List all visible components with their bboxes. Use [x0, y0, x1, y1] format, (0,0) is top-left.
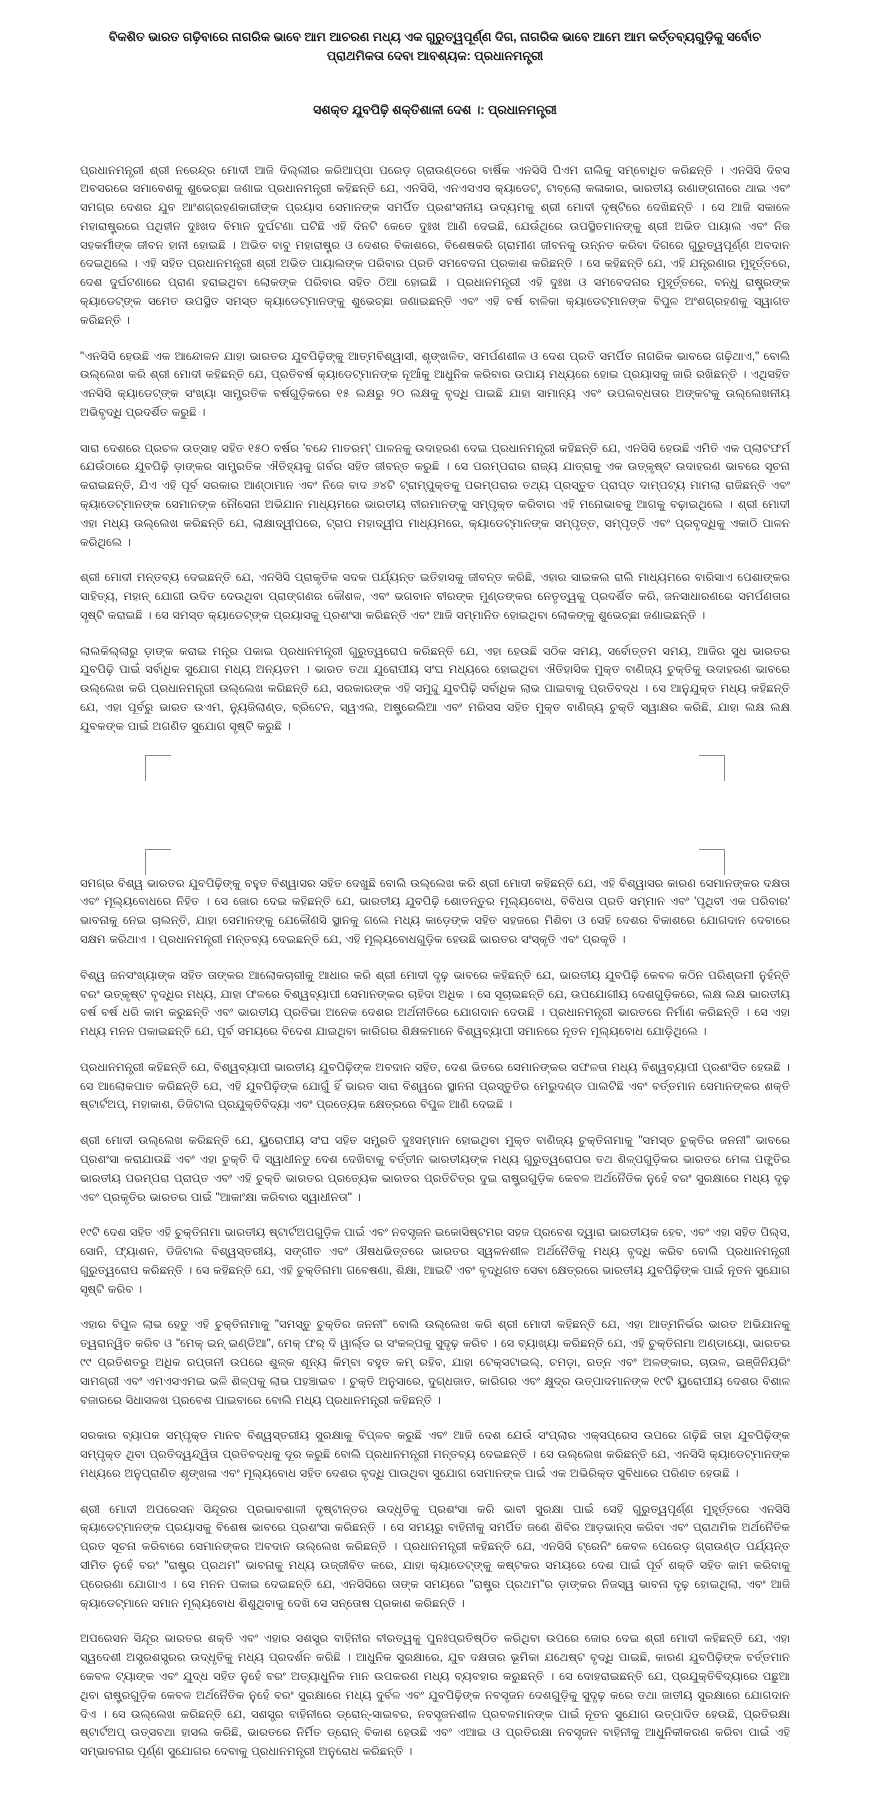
- page-break-crop-marks: [0, 755, 870, 875]
- paragraph: ଲାଲକିଲ୍ଲାରୁ ଡ଼ାଙ୍କ କରାଇ ମନ୍ତ୍ର ପକାଇ ପ୍ରଧାନମନ୍ତ୍ରୀ ଗୁରୁତ୍ୱରୋପ କରିଛନ୍ତି ଯେ, ଏହା ହେଉଛି ସଠିକ ସମୟ, ସର୍ବୋତ୍ତମ ସମୟ, ଆଜିର ସୁଧ ଭାରତର ଯୁବପିଢ଼ି ପାଇଁ ସର୍ବାଧିକ ସୁଯୋଗ ମଧ୍ୟ ଅନ୍ୟତମ । ଭାରତ ତଥା ଯୁରୋପୀୟ ସଂଘ ମଧ୍ୟରେ ହୋଇଥିବା ଐତିହାସିକ ମୁକ୍ତ ବାଣିଜ୍ୟ ଚୁକ୍ତିକୁ ଉଦାହରଣ ଭାବରେ ଉଲ୍ଲେଖ କରି ପ୍ରଧାନମନ୍ତ୍ରୀ ଉଲ୍ଲେଖ କରିଛନ୍ତି ଯେ, ସରକାରଙ୍କ ଏହି ସମୁଦ୍ଦୁ ଯୁବପିଢ଼ି ସର୍ବାଧିକ ଲାଭ ପାଇବାକୁ ପ୍ରତିବଦ୍ଧ । ସେ ଆନୁଯୁକ୍ତ ମଧ୍ୟ କହିଛନ୍ତି ଯେ, ଏହା ପୂର୍ବରୁ ଭାରତ ଉଏମ, ନ୍ୟୁଜିଲାଣ୍ଡ, ବ୍ରିଟେନ, ସ୍ୱଏଲ, ଅଷ୍ଟ୍ରେଲିଆ ଏବଂ ମରିସସ ସହିତ ମୁକ୍ତ ବାଣିଜ୍ୟ ଚୁକ୍ତି ସ୍ୱାକ୍ଷର କରିଛି, ଯାହା ଲକ୍ଷ ଲକ୍ଷ ଯୁବକଙ୍କ ପାଇଁ ଅଗଣିତ ସୁଯୋଗ ସୃଷ୍ଟି କରୁଛି ।: [80, 644, 790, 733]
- crop-mark-bottom-left: [120, 849, 146, 875]
- crop-mark-top-right: [724, 755, 750, 781]
- paragraph: ସମଗ୍ର ବିଶ୍ୱ ଭାରତର ଯୁବପିଢ଼ିଙ୍କୁ ବହୁତ ବିଶ୍ୱାସର ସହିତ ଦେଖୁଛି ବୋଲି ଉଲ୍ଲେଖ କରି ଶ୍ରୀ ମୋଦୀ କହିଛନ୍ତି ଯେ, ଏହି ବିଶ୍ୱାସର କାରଣ ସେମାନଙ୍କର ଦକ୍ଷତା ଏବଂ ମୂଲ୍ୟବୋଧରେ ନିହିତ । ସେ ଜୋର ଦେଇ କହିଛନ୍ତି ଯେ, ଭାରତୀୟ ଯୁବପିଢ଼ି ଶୋତନ୍ତୁର ମୂଲ୍ୟବୋଧ, ବିବିଧତା ପ୍ରତି ସମ୍ମାନ ଏବଂ 'ପୃଥିବୀ ଏକ ପରିବାର' ଭାବନାକୁ ନେଇ ଚାଲନ୍ତି, ଯାହା ସେମାନଙ୍କୁ ଯେକୌଣସି ସ୍ଥାନକୁ ଗଲେ ମଧ୍ୟ କାଡ଼େଙ୍କ ସହିତ ସହଜରେ ମିଶିବା ଓ ସେହି ଦେଶର ବିକାଶରେ ଯୋଗଦାନ ଦେବାରେ ସକ୍ଷମ କରିଥାଏ । ପ୍ରଧାନମନ୍ତ୍ରୀ ମନ୍ତବ୍ୟ ଦେଇଛନ୍ତି ଯେ, ଏହି ମୂଲ୍ୟବୋଧଗୁଡ଼ିକ ହେଉଛି ଭାରତର ସଂସ୍କୃତି ଏବଂ ପ୍ରକୃତି ।: [80, 876, 790, 946]
- paragraph: ବିଶ୍ୱ ଜନସଂଖ୍ୟାଙ୍କ ସହିତ ତାଙ୍କର ଆଲୋକଚାରୀକୁ ଆଧାର କରି ଶ୍ରୀ ମୋଦୀ ଦୃଢ଼ ଭାବରେ କହିଛନ୍ତି ଯେ, ଭାରତୀୟ ଯୁବପିଢ଼ି କେବଳ କଠିନ ପରିଶ୍ରମୀ ନୁହଁନ୍ତି ବରଂ ଉତ୍କୃଷ୍ଟ ବୃଦ୍ଧିର ମଧ୍ୟ, ଯାହା ଫଳରେ ବିଶ୍ୱବ୍ୟାପୀ ସେମାନଙ୍କର ଚାହିଦା ଅଧିକ । ସେ ସୂଚାଇଛନ୍ତି ଯେ, ଉପଯୋଗୀୟ ଦେଶଗୁଡ଼ିକରେ, ଲକ୍ଷ ଲକ୍ଷ ଭାରତୀୟ ବର୍ଷ ବର୍ଷ ଧରି କାମ କରୁଛନ୍ତି ଏବଂ ଭାରତୀୟ ପ୍ରତିଭା ଅନେକ ଦେଶର ଅର୍ଥନୀତିରେ ଯୋଗଦାନ ଦେଉଛି । ପ୍ରଧାନମନ୍ତ୍ରୀ ଭାରତରେ ନିର୍ମାଣ କରିଛନ୍ତି । ସେ ଏହା ମଧ୍ୟ ମନନ ପକାଇଛନ୍ତି ଯେ, ପୂର୍ବ ସମୟରେ ବିଦେଶ ଯାଇଥିବା କାରିଗର ଶିକ୍ଷକମାନେ ବିଶ୍ୱବ୍ୟାପୀ ସମାନରେ ନୂତନ ମୂଲ୍ୟବୋଧ ଯୋଡ଼ିଥିଲେ ।: [80, 968, 790, 1039]
- paragraph: ୧୯ଟି ଦେଶ ସହିତ ଏହି ଚୁକ୍ତିନାମା ଭାରତୀୟ ଷ୍ଟାର୍ଟଅପଗୁଡ଼ିକ ପାଇଁ ଏବଂ ନବସୃଜନ ଇକୋସିଷ୍ଟମର ସହଜ ପ୍ରବେଶ ଦ୍ୱାରା ଭାରତୀୟକ ହେବ, ଏବଂ ଏହା ସହିତ ପିଲ୍ସ, ସୋନି, ଫ୍ୟାଶନ, ଡିଜିଟାଲ ବିଶ୍ୱସ୍ତରୀୟ, ସଙ୍ଗୀତ ଏବଂ ଔଷଧଭିତ୍ତରେ ଭାରତର ସ୍ୱଳନଶୀଳ ଅର୍ଥନୈତିକୁ ମଧ୍ୟ ବୃଦ୍ଧି କରିବ ବୋଲି ପ୍ରଧାନମନ୍ତ୍ରୀ ଗୁରୁତ୍ୱରୋପ କରିଛନ୍ତି । ସେ କହିଛନ୍ତି ଯେ, ଏହି ଚୁକ୍ତିନାମା ଗବେଷଣା, ଶିକ୍ଷା, ଆଇଟି ଏବଂ ବୃଦ୍ଧିଗତ ସେବା କ୍ଷେତ୍ରରେ ଭାରତୀୟ ଯୁବପିଢ଼ିଙ୍କ ପାଇଁ ନୂତନ ସୁଯୋଗ ସୃଷ୍ଟି କରିବ ।: [80, 1226, 790, 1296]
- section-two: [80, 875, 790, 1762]
- paragraph: ଏହାର ବିପୁଳ ଲାଭ ହେତୁ ଏହି ଚୁକ୍ତିନାମାକୁ "ସମସ୍ତୁ ଚୁକ୍ତିର ଜନନୀ" ବୋଲି ଉଲ୍ଲେଖ କରି ଶ୍ରୀ ମୋଦୀ କହିଛନ୍ତି ଯେ, ଏହା ଆତ୍ମନିର୍ଭର ଭାରତ ଅଭିଯାନକୁ ତ୍ୱରାନ୍ୱିତ କରିବ ଓ "ମେକ୍ ଇନ୍ ଇଣ୍ଡିଆ", ମେକ୍ ଫର୍ ଦି ୱାର୍ଲ୍ଡ ର ସଂକଳ୍ପକୁ ସୁଦୃଢ଼ କରିବ । ସେ ବ୍ୟାଖ୍ୟା କରିଛନ୍ତି ଯେ, ଏହି ଚୁକ୍ତିନାମା ଅଣ୍ଡାୟୋ, ଭାରତର ୯୯ ପ୍ରତିଶତରୁ ଅଧିକ ରପ୍ତାନୀ ଉପରେ ଶୁଳ୍କ ଶୂନ୍ୟ କିମ୍ବା ବହୁତ କମ୍ ରହିବ, ଯାହା ଟେକ୍ସଟାଇଲ୍, ଚମଡ଼ା, ରତ୍ନ ଏବଂ ଅଳଙ୍କାର, ଚାଉଳ, ଇଞ୍ଜିନିୟରିଂ ସାମଗ୍ରୀ ଏବଂ ଏମଏସଏମଇ ଭଳି ଶିଳ୍ପକୁ ଲାଭ ପହଞ୍ଚାଇବ । ଚୁକ୍ତି ଅନୁସାରେ, ଦୁଗ୍ଧଜାତ, କାରିଗର ଏବଂ କ୍ଷୁଦ୍ର ଉତ୍ପାଦମାନଙ୍କ ୧୯ଟି ୟୁରୋପୀୟ ଦେଶର ବିଶାଳ ବଜାରରେ ସିଧାସଳଖ ପ୍ରବେଶ ପାଇବାରେ ବୋଲି ମଧ୍ୟ ପ୍ରଧାନମନ୍ତ୍ରୀ କହିଛନ୍ତି ।: [80, 1318, 790, 1407]
- crop-mark-bottom-right: [724, 849, 750, 875]
- paragraph: ପ୍ରଧାନମନ୍ତ୍ରୀ କହିଛନ୍ତି ଯେ, ବିଶ୍ୱବ୍ୟାପୀ ଭାରତୀୟ ଯୁବପିଢ଼ିଙ୍କ ଅବଦାନ ସହିତ, ଦେଶ ଭିତରେ ସେମାନଙ୍କର ସଫଳତା ମଧ୍ୟ ବିଶ୍ୱବ୍ୟାପୀ ପ୍ରଶଂସିତ ହେଉଛି । ସେ ଆଲୋକପାତ କରିଛନ୍ତି ଯେ, ଏହି ଯୁବପିଢ଼ିଙ୍କ ଯୋଗୁଁ ହିଁ ଭାରତ ସାରା ବିଶ୍ୱରେ ସ୍ଥାନନା ପ୍ରସ୍ତୁତିର ମେରୁଦଣ୍ଡ ପାଲଟିଛି ଏବଂ ବର୍ତ୍ତମାନ ସେମାନଙ୍କର ଶକ୍ତି ଷ୍ଟାର୍ଟଅପ୍, ମହାକାଶ, ଡିଜିଟାଲ ପ୍ରଯୁକ୍ତିବିଦ୍ୟା ଏବଂ ପ୍ରତ୍ୟେକ କ୍ଷେତ୍ରରେ ବିପୁଳ ଆଣି ଦେଇଛି ।: [80, 1060, 790, 1112]
- paragraph: ଶ୍ରୀ ମୋଦୀ ଅପରେସନ ସିନ୍ଦୂରର ପ୍ରଭାବଶାଳୀ ଦୃଷ୍ଟାନ୍ତର ଉଦ୍ଧୃତିକୁ ପ୍ରଶଂସା କରି ଭାବୀ ସୁରକ୍ଷା ପାଇଁ ସେହି ଗୁରୁତ୍ୱପୂର୍ଣ୍ଣ ମୁହୂର୍ତ୍ତରେ ଏନସିସି କ୍ୟାଡେଟ୍ମାନଙ୍କ ପ୍ରୟାସକୁ ବିଶେଷ ଭାବରେ ପ୍ରଶଂସା କରିଛନ୍ତି । ସେ ସମୟରୁ ବାହିନୀକୁ ସମର୍ପିତ ଜଣେ ଶିବିର ଆଡ଼ଭାନ୍ସ କରିବା ଏବଂ ପ୍ରାଥମିକ ଅର୍ଥନୈତିକ ପ୍ରତ ସୂଚନା କରିବାରେ ସେମାନଙ୍କର ଅବଦାନ ଉଲ୍ଲେଖ କରିଛନ୍ତି । ପ୍ରଧାନମନ୍ତ୍ରୀ କହିଛନ୍ତି ଯେ, ଏନସିସି ଟ୍ରେନିଂ କେବଳ ପେରେଡ଼ ଗ୍ରାଉଣ୍ଡ ପର୍ଯ୍ୟନ୍ତ ସୀମିତ ନୁହେଁ ବରଂ "ରାଷ୍ଟ୍ର ପ୍ରଥମ" ଭାବନାକୁ ମଧ୍ୟ ଉଜ୍ଜୀବିତ କରେ, ଯାହା କ୍ୟାଡେଟ୍ଙ୍କୁ କଷ୍ଟକର ସମୟରେ ଦେଶ ପାଇଁ ପୂର୍ବ ଶକ୍ତି ସହିତ କାମ କରିବାକୁ ପ୍ରେରଣା ଯୋଗାଏ । ସେ ମନନ ପକାଇ ଦେଇଛନ୍ତି ଯେ, ଏନସିସିରେ ତାଙ୍କ ସମୟରେ "ରାଷ୍ଟ୍ର ପ୍ରଥମ"ର ଡ଼ାଙ୍କର ନିଜସ୍ୱ ଭାବନା ଦୃଢ଼ ହୋଇଥିଲା, ଏବଂ ଆଜି କ୍ୟାଡେଟ୍ମାନେ ସମାନ ମୂଲ୍ୟବୋଧ ଶିଶୁଥିବାକୁ ଦେଖି ସେ ସନ୍ତୋଷ ପ୍ରକାଶ କରିଛନ୍ତି ।: [80, 1502, 790, 1610]
- document-content: [80, 22, 790, 737]
- crop-mark-top-left: [120, 755, 146, 781]
- paragraph: ଅପରେସନ ସିନ୍ଦୂର ଭାରତର ଶକ୍ତି ଏବଂ ଏହାର ସଶସ୍ତ୍ର ବାହିନୀର ବୀରତ୍ୱକୁ ପୁନଃପ୍ରତିଷ୍ଠିତ କରିଥିବା ଉପରେ ଜୋର ଦେଇ ଶ୍ରୀ ମୋଦୀ କହିଛନ୍ତି ଯେ, ଏହା ସ୍ୱଦେଶୀ ଅସ୍ତ୍ରଶସ୍ତ୍ରର ଉଦ୍ଧୃତିକୁ ମଧ୍ୟ ପ୍ରଦର୍ଶନ କରିଛି । ଆଧୁନିକ ସୁରକ୍ଷାରେ, ଯୁବ ଦକ୍ଷତାର ଭୂମିକା ଯଥେଷ୍ଟ ବୃଦ୍ଧି ପାଇଛି, କାରଣ ଯୁବପିଢ଼ିଙ୍କ ବର୍ତ୍ତମାନ କେବଳ ଟ୍ୟାଙ୍କ ଏବଂ ଯୁଦ୍ଧ ସହିତ ନୁହେଁ ବରଂ ଅତ୍ୟାଧୁନିକ ମାନ ଉପକରଣ ମଧ୍ୟ ବ୍ୟବହାର କରୁଛନ୍ତି । ସେ ଦୋହରାଇଛନ୍ତି ଯେ, ପ୍ରଯୁକ୍ତିବିଦ୍ୟାରେ ପଛୁଆ ଥିବା ରାଷ୍ଟ୍ରଗୁଡ଼ିକ କେବଳ ଅର୍ଥନୈତିକ ନୁହେଁ ବରଂ ସୁରକ୍ଷାରେ ମଧ୍ୟ ଦୁର୍ବଳ ଏବଂ ଯୁବପିଢ଼ିଙ୍କ ନବସୃଜନ ଦେଶଗୁଡ଼ିକୁ ସୁଦୃଢ଼ କରେ ତଥା ଜାତୀୟ ସୁରକ୍ଷାରେ ଯୋଗଦାନ ଦିଏ । ସେ ଉଲ୍ଲେଖ କରିଛନ୍ତି ଯେ, ସଶସ୍ତ୍ର ବାହିନୀରେ ଡ୍ରୋନ୍-ସାଇବର, ନବସୃଜନଶୀଳ ପ୍ରବଳମାନଙ୍କ ପାଇଁ ନୂତନ ସୁଯୋଗ ଉତ୍ପାଦିତ ହେଉଛି, ପ୍ରତିରକ୍ଷା ଷ୍ଟାର୍ଟଅପ୍ ଉତ୍ସବଥା ହାସଲ କରିଛି, ଭାରତରେ ନିର୍ମିତ ଡ୍ରୋନ୍ ବିକାଶ ହେଉଛି ଏବଂ ଏଆଇ ଓ ପ୍ରତିରକ୍ଷା ନବସୃଜନ ବାହିନୀକୁ ଆଧୁନିକୀକରଣ କରିବା ପାଇଁ ଏହି ସମ୍ଭାବନାର ପୂର୍ଣ୍ଣ ସୁଯୋଗର ଦେବାକୁ ପ୍ରଧାନମନ୍ତ୍ରୀ ଅନୁରୋଧ କରିଛନ୍ତି ।: [80, 1632, 790, 1759]
- paragraph: "ଏନସିସି ହେଉଛି ଏକ ଆନ୍ଦୋଳନ ଯାହା ଭାରତର ଯୁବପିଢ଼ିଙ୍କୁ ଆତ୍ମବିଶ୍ୱାସୀ, ଶୃଙ୍ଖଳିତ, ସମର୍ପଣଶୀଳ ଓ ଦେଶ ପ୍ରତି ସମର୍ପିତ ନାଗରିକ ଭାବରେ ଗଢ଼ିଥାଏ," ବୋଲି ଉଲ୍ଲେଖ କରି ଶ୍ରୀ ମୋଦୀ କହିଛନ୍ତି ଯେ, ପ୍ରତିବର୍ଷ କ୍ୟାଡେଟ୍ମାନଙ୍କ ନୂଆଁକୁ ଆଧୁନିକ କରିବାର ଉପାୟ ମଧ୍ୟରେ ହୋଇ ପ୍ରୟାସକୁ ଜାରି ରଖିଛନ୍ତି । ଏଥିସହିତ ଏନସିସି କ୍ୟାଡେଟ୍ଙ୍କ ସଂଖ୍ୟା ସାମ୍ପ୍ରତିକ ବର୍ଷଗୁଡ଼ିକରେ ୧୫ ଲକ୍ଷରୁ ୨୦ ଲକ୍ଷକୁ ବୃଦ୍ଧି ପାଇଛି ଯାହା ସାମାନ୍ୟ ଏବଂ ଉପଲବ୍ଧତାର ଅଙ୍କଟକୁ ଉଲ୍ଲେଖନୀୟ ଅଭିବୃଦ୍ଧି ପ୍ରଦର୍ଶିତ କରୁଛି ।: [80, 349, 790, 419]
- paragraph: ଶ୍ରୀ ମୋଦୀ ମନ୍ତବ୍ୟ ଦେଇଛନ୍ତି ଯେ, ଏନସିସି ପ୍ରାକୃତିକ ସଦକ ପର୍ଯ୍ୟନ୍ତ ଇତିହାସକୁ ଜୀବନ୍ତ କରିଛି, ଏହାର ସାଇକଲ ରାଲି ମାଧ୍ୟମରେ ବାରିସାଏ ପେଶାଙ୍କର ସାହିତ୍ୟ, ମହାନ୍ ଯୋଗୀ ଉଦିତ ଦେଉଥିବା ପ୍ରାଙ୍ଗଣର କୌଶଳ, ଏବଂ ଭଗବାନ ବୀରଙ୍କ ମୁଣ୍ଡଙ୍କର ନେତୃତ୍ୱକୁ ପ୍ରଦର୍ଶିତ କରି, ଜନସାଧାରଣରେ ସମର୍ପଣତାର ସୃଷ୍ଟି କରାଇଛି । ସେ ସମସ୍ତ କ୍ୟାଡେଟ୍ଙ୍କ ପ୍ରୟାସକୁ ପ୍ରଶଂସା କରିଛନ୍ତି ଏବଂ ଆଜି ସମ୍ମାନିତ ହୋଇଥିବା ଲୋକଙ୍କୁ ଶୁଭେଚ୍ଛା ଜଣାଇଛନ୍ତି ।: [80, 571, 790, 622]
- section-one: [80, 162, 790, 737]
- page-subtitle: ସଶକ୍ତ ଯୁବପିଢ଼ି ଶକ୍ତିଶାଳୀ ଦେଶ ।: ପ୍ରଧାନମନ୍ତ୍ରୀ: [313, 102, 557, 117]
- paragraph: ସରକାର ବ୍ୟାପକ ସମ୍ପୃକ୍ତ ମାନବ ବିଶ୍ୱସ୍ତରୀୟ ସୁରକ୍ଷାକୁ ବିପ୍ଳବ କରୁଛି ଏବଂ ଆଜି ଦେଶ ଯେଉଁ ସଂପ୍ଲାର ଏକ୍ସପ୍ରେସ ଉପରେ ଗଢ଼ିଛି ତାହା ଯୁବପିଢ଼ିଙ୍କ ସମ୍ପୃକ୍ତ ଥିବା ପ୍ରତିଦ୍ୱନ୍ଦ୍ୱିତା ପ୍ରତିବଦ୍ଧକୁ ଦୂର କରୁଛି ବୋଲି ପ୍ରଧାନମନ୍ତ୍ରୀ ମନ୍ତବ୍ୟ ଦେଇଛନ୍ତି । ସେ ଉଲ୍ଲେଖ କରିଛନ୍ତି ଯେ, ଏନସିସି କ୍ୟାଡେଟ୍ମାନଙ୍କ ମଧ୍ୟରେ ଅନୁପ୍ରାଣିତ ଶୃଙ୍ଖଳା ଏବଂ ମୂଲ୍ୟବୋଧ ସହିତ ଦେଶର ବୃଦ୍ଧି ପାଉଥିବା ସୁଯୋଗ ସେମାନଙ୍କ ପାଇଁ ଏକ ଅଭିରିକ୍ତ ସୁବିଧାରେ ପରିଣତ ହେଉଛି ।: [80, 1429, 790, 1480]
- paragraph: ପ୍ରଧାନମନ୍ତ୍ରୀ ଶ୍ରୀ ନରେନ୍ଦ୍ର ମୋଦୀ ଆଜି ଦିଲ୍ଲୀର କରିଆପ୍ପା ପରେଡ଼ ଗ୍ରାଉଣ୍ଡରେ ବାର୍ଷିକ ଏନସିସି ପିଏମ ରାଲିକୁ ସମ୍ବୋଧିତ କରିଛନ୍ତି । ଏନସିସି ଦିବସ ଅବସରରେ ସମାବେଶକୁ ଶୁଭେଚ୍ଛା ଜଣାଇ ପ୍ରଧାନମନ୍ତ୍ରୀ କହିଛନ୍ତି ଯେ, ଏନସିସି, ଏନଏସଏସ କ୍ୟାଡେଟ୍, ଟାବ୍ଲୋ କଳାକାର, ଭାରତୀୟ ରଣାଙ୍ଗନାରେ ଥାଇ ଏବଂ ସମଗ୍ର ଦେଶର ଯୁବ ଆଂଶଗ୍ରହଣକାରୀଙ୍କ ପ୍ରୟାସ ସେମାନଙ୍କ ସମର୍ପିତ ପ୍ରଶଂସନୀୟ ଉଦ୍ୟମକୁ ଶ୍ରୀ ମୋଦୀ ଦୃଷ୍ଟିରେ ଦେଖିଛନ୍ତି । ସେ ଆଜି ସକାଳେ ମହାରାଷ୍ଟ୍ରରେ ପଥିହୀନ ଦୁଃଖଦ ବିମାନ ଦୁର୍ଘଟଣା ଘଟିଛି ଏହି ଦିନଟି କେତେ ଦୁଃଖ ଆଣି ଦେଇଛି, ଯେଉଁଥିରେ ଉପସ୍ଥିତମାନଙ୍କୁ ଶ୍ରୀ ଅଭିତ ପାୟାଲ ଏବଂ ନିଜ ସହକର୍ମୀଙ୍କ ଜୀବନ ହାନୀ ହୋଇଛି । ଅଭିତ ବାବୁ ମହାରାଷ୍ଟ୍ର ଓ ଦେଶର ବିକାଶରେ, ବିଶେଷକରି ଗ୍ରାମୀଣ ଜୀବନକୁ ଉନ୍ନତ କରିବା ଦିଗରେ ଗୁରୁତ୍ୱପୂର୍ଣ୍ଣ ଅବଦାନ ଦେଇଥିଲେ । ଏହି ସହିତ ପ୍ରଧାନମନ୍ତ୍ରୀ ଶ୍ରୀ ଅଭିତ ପାୟାଲଙ୍କ ପରିବାର ପ୍ରତି ସମବେଦନା ପ୍ରକାଶ କରିଛନ୍ତି । ସେ କହିଛନ୍ତି ଯେ, ଏହି ଯନ୍ତ୍ରଣାର ମୁହୂର୍ତ୍ତରେ, ଦେଶ ଦୁର୍ଘଟଣାରେ ପ୍ରାଣ ହରାଇଥିବା ଲୋକଙ୍କ ପରିବାର ସହିତ ଠିଆ ହୋଇଛି । ପ୍ରଧାନମନ୍ତ୍ରୀ ଏହି ଦୁଃଖ ଓ ସମବେଦନାର ମୁହୂର୍ତ୍ତରେ, ବନ୍ଧୁ ରାଷ୍ଟ୍ରଙ୍କ କ୍ୟାଡେଟ୍ଙ୍କ ସମେତ ଉପସ୍ଥିତ ସମସ୍ତ କ୍ୟାଡେଟ୍ମାନଙ୍କୁ ଶୁଭେଚ୍ଛା ଜଣାଇଛନ୍ତି ଏବଂ ଏହି ବର୍ଷ ବାଳିକା କ୍ୟାଡେଟ୍ମାନଙ୍କ ବିପୁଳ ଅଂଶଗ୍ରହଣକୁ ସ୍ୱାଗତ କରିଛନ୍ତି ।: [80, 163, 790, 327]
- page-title: ବିକଶିତ ଭାରତ ଗଢ଼ିବାରେ ନାଗରିକ ଭାବେ ଆମ ଆଚରଣ ମଧ୍ୟ ଏକ ଗୁରୁତ୍ୱପୂର୍ଣ୍ଣ ଦିଗ, ନାଗରିକ ଭାବେ ଆମେ ଆମ କର୍ତ୍ତବ୍ୟଗୁଡ଼ିକୁ ସର୍ବୋଚ ପ୍ରାଥମିକତା ଦେବା ଆବଶ୍ୟକ: ପ୍ରଧାନମନ୍ତ୍ରୀ: [108, 30, 762, 64]
- paragraph: ଶ୍ରୀ ମୋଦୀ ଉଲ୍ଲେଖ କରିଛନ୍ତି ଯେ, ୟୁରୋପୀୟ ସଂଘ ସହିତ ସମ୍ପ୍ରତି ଦୁଃସମ୍ମାନ ହୋଇଥିବା ମୁକ୍ତ ବାଣିଜ୍ୟ ଚୁକ୍ତିନାମାକୁ "ସମସ୍ତ ଚୁକ୍ତିର ଜନନୀ" ଭାବରେ ପ୍ରଶଂସା କରାଯାଉଛି ଏବଂ ଏହା ଚୁକ୍ତି ଦି ସ୍ୱାଧୀନତୁ ଦେଶ ଦେଖିବାକୁ ବର୍ତ୍ତୀନ ଭାରତୀୟଙ୍କ ମଧ୍ୟ ଗୁରୁତ୍ୱରୋପର ତଥ ଶିଳ୍ପଗୁଡ଼ିକର ଭାରତର ମେଳା ପଙ୍କ୍ତିର ଭାରତୀୟ ପରମ୍ପରା ପ୍ରାପ୍ତ ଏବଂ ଏହି ଚୁକ୍ତି ଭାରତର ପ୍ରତ୍ୟେକ ଭାରତର ପ୍ରତିଚିତ୍ର ଦୁଇ ରାଷ୍ଟ୍ରଗୁଡ଼ିକ କେବଳ ଅର୍ଥନୈତିକ ନୁହେଁ ବରଂ ସୁରକ୍ଷାରେ ମଧ୍ୟ ଦୃଢ଼ ଏବଂ ପ୍ରକୃତିର ଭାରତର ପାଇଁ "ଆକାଂକ୍ଷା କରିବାର ସ୍ୱାଧୀନତା" ।: [80, 1134, 790, 1204]
- paragraph: ସାରା ଦେଶରେ ପ୍ରଚଳ ଉତ୍ସାହ ସହିତ ୧୫୦ ବର୍ଷର 'ବନ୍ଦେ ମାତରମ୍' ପାଳନକୁ ଉଦାହରଣ ଦେଇ ପ୍ରଧାନମନ୍ତ୍ରୀ କହିଛନ୍ତି ଯେ, ଏନସିସି ହେଉଛି ଏମିତି ଏକ ପ୍ଲାଟଫର୍ମ ଯେଉଁଠାରେ ଯୁବପିଢ଼ି ଡ଼ାଙ୍କର ସାମ୍ପ୍ରତିକ ଐତିହ୍ୟକୁ ଗର୍ବର ସହିତ ଜୀବନ୍ତ କରୁଛି । ସେ ପରମ୍ପରାର ରାଜ୍ୟ ଯାତ୍ରାକୁ ଏକ ଉତ୍କୃଷ୍ଟ ଉଦାହରଣ ଭାବରେ ସୂଚନା କରାଇଛନ୍ତି, ଯିଏ ଏହି ପୂର୍ବ ସରକାର ଆଣ୍ଠାମାନ ଏବଂ ନିଜେ ବାଦ ୬୪ଟି ଟ୍ରାମ୍ପୁକ୍ତକୁ ପରମ୍ପରାର ତଥ୍ୟ ପ୍ରସ୍ତୁତ ପ୍ରାପ୍ତ ଦାମ୍ପଟ୍ୟ ମାମଲା ରାଜିଛନ୍ତି ଏବଂ କ୍ୟାଡେଟ୍ମାନଙ୍କ ସେମାନଙ୍କ ନୌସେନା ଅଭିଯାନ ମାଧ୍ୟମରେ ଭାରତୀୟ ବୀରମାନଙ୍କୁ ସମ୍ପୃକ୍ତ କରିବାର ଏହି ମନୋଭାବକୁ ଆଗକୁ ବଢ଼ାଇଥିଲେ । ଶ୍ରୀ ମୋଦୀ ଏହା ମଧ୍ୟ ଉଲ୍ଲେଖ କରିଛନ୍ତି ଯେ, ଲାକ୍ଷାଦ୍ୱୀପରେ, ଟ୍ରାପ ମହାଦ୍ୱୀପ ମାଧ୍ୟମରେ, କ୍ୟାଡେଟ୍ମାନଙ୍କ ସମ୍ପୃତ୍ତ, ସମ୍ପୃତ୍ତି ଏବଂ ପ୍ରବୃଦ୍ଧିକୁ ଏକାଠି ପାଳନ କରିଥିଲେ ।: [80, 441, 790, 549]
